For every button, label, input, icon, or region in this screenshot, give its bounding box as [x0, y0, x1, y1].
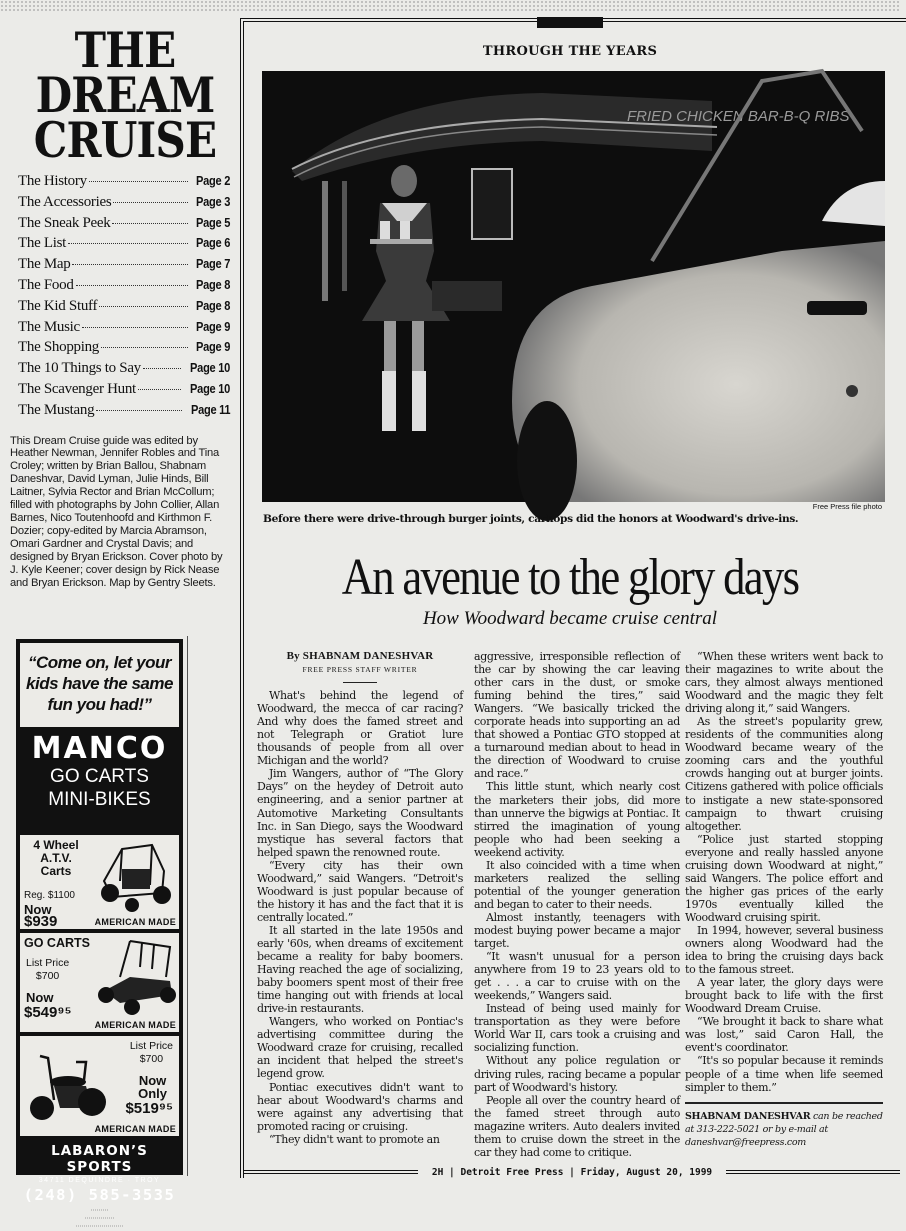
- paragraph: It also coincided with a time when marketers realized the selling potential of the younger generation and began to cater to their needs.: [474, 858, 680, 911]
- article-column-3: [685, 650, 883, 1149]
- toc-item[interactable]: [18, 298, 230, 319]
- toc-item[interactable]: [18, 319, 230, 340]
- toc-title: The Scavenger Hunt: [18, 380, 136, 397]
- toc-item[interactable]: [18, 360, 230, 381]
- american-made-label: AMERICAN MADE: [94, 917, 176, 927]
- toc-page: Page 11: [190, 401, 230, 417]
- go-cart-icon: [90, 937, 178, 1017]
- masthead-line: DREAM: [35, 66, 215, 124]
- paragraph: A year later, the glory days were brought back to life with the first Woodward Dream Cruise.: [685, 976, 883, 1016]
- toc-page: Page 8: [195, 297, 230, 313]
- byline-name: By SHABNAM DANESHVAR: [286, 650, 434, 662]
- paragraph: It all started in the late 1950s and early '60s, when dreams of excitement became a reality for baby boomers. Having reached the age of socializing, baby boomers spent most of their free time hanging out with friends at local drive-in restaurants.: [257, 923, 463, 1016]
- paragraph: “Police just started stopping everyone and really hassled anyone cruising down Woodward at night,” said Wangers. The police effort and the higher gas prices of the early 1970s eventually killed the Woodward cruising spirit.: [685, 832, 883, 924]
- article-column-2: [474, 650, 680, 1159]
- diner-sign-text: FRIED CHICKEN BAR-B-Q RIBS: [627, 108, 850, 125]
- store-hours-fine-print: ⋯⋯⋯ ⋯⋯⋯⋯⋯ ⋯⋯⋯⋯⋯⋯⋯⋯: [75, 1208, 124, 1230]
- store-address: 34711 DEQUINDRE · TROY: [38, 1177, 161, 1184]
- table-of-contents: [18, 173, 230, 423]
- byline-rule: [343, 682, 377, 683]
- byline: [257, 650, 463, 683]
- american-made-label: AMERICAN MADE: [94, 1124, 176, 1134]
- leader-dots: [82, 327, 188, 328]
- atv-cart-icon: [92, 841, 174, 913]
- ad-panel-mini-bike: [20, 1036, 179, 1136]
- paragraph: Instead of being used mainly for transportation as they were before World War II, cars took a cruising and socializing function.: [474, 1002, 680, 1055]
- tagline-contact[interactable]: can be reached at 313-222-5021 or by e-mail at daneshvar@freepress.com: [685, 1110, 883, 1148]
- toc-title: The Map: [18, 256, 71, 273]
- list-price-label: List Price: [129, 1040, 173, 1052]
- toc-item[interactable]: [18, 235, 230, 256]
- leader-dots: [112, 223, 187, 224]
- paragraph: As the street's popularity grew, residents of the communities along Woodward became weary of the zooming cars and the youthful crowds hanging out at burger joints. Citizens gathered with police officials to instigate a new state-sponsored campaign to thwart cruising altogether.: [685, 715, 883, 833]
- paragraph: Without any police regulation or driving rules, racing became a popular part of Woodward's history.: [474, 1054, 680, 1094]
- toc-item[interactable]: [18, 402, 230, 423]
- tagline-rule: [685, 1102, 883, 1104]
- toc-page: Page 9: [195, 339, 230, 355]
- leader-dots: [72, 264, 187, 265]
- toc-item[interactable]: [18, 381, 230, 402]
- ad-line: GO CARTS: [50, 766, 149, 787]
- toc-item[interactable]: [18, 194, 230, 215]
- manco-advertisement[interactable]: [16, 639, 183, 1230]
- panel-title: 4 Wheel: [33, 838, 79, 852]
- leader-dots: [113, 202, 187, 203]
- paragraph: “We brought it back to share what was lost,” said Caron Hall, the event's coordinator.: [685, 1015, 883, 1055]
- panel-title: Carts: [40, 864, 72, 878]
- article-deck: How Woodward became cruise central: [422, 608, 718, 629]
- footer-folio: 2H | Detroit Free Press | Friday, August 20, 1999: [431, 1166, 713, 1178]
- ad-panel-go-carts: [20, 933, 179, 1032]
- masthead-line: CRUISE: [33, 111, 217, 169]
- author-tagline: [685, 1110, 883, 1149]
- toc-item[interactable]: [18, 277, 230, 298]
- footer-rule: [726, 1170, 900, 1174]
- ad-store-info: [20, 1140, 179, 1231]
- ad-brand: MANCO: [31, 731, 168, 766]
- toc-page: Page 10: [190, 360, 230, 376]
- toc-page: Page 8: [195, 276, 230, 292]
- carhop-photo-image: [262, 71, 885, 502]
- toc-title: The Accessories: [18, 193, 112, 210]
- section-label: THROUGH THE YEARS: [482, 44, 658, 59]
- toc-title: The Shopping: [18, 339, 99, 356]
- paragraph: Almost instantly, teenagers with modest buying power became a major target.: [474, 910, 680, 951]
- leader-dots: [68, 243, 188, 244]
- toc-page: Page 3: [195, 193, 230, 209]
- paragraph: People all over the country heard of the famed street through auto magazine writers. Auto dealers invited them to cruise down the street in the car they had come to critique.: [474, 1093, 680, 1159]
- toc-title: The Food: [18, 276, 74, 293]
- toc-item[interactable]: [18, 173, 230, 194]
- toc-title: The History: [18, 173, 87, 189]
- only-label: Only: [138, 1086, 167, 1101]
- toc-page: Page 7: [195, 256, 230, 272]
- paragraph: “They didn't want to promote an: [269, 1132, 440, 1146]
- ad-brand-block: [20, 727, 179, 835]
- page-footer: [244, 1166, 900, 1178]
- toc-title: The Sneak Peek: [18, 214, 111, 231]
- paragraph: Jim Wangers, author of “The Glory Days” on the heydey of Detroit auto engineering, and a senior partner at Automotive Marketing Consultants Inc. in San Diego, says the Woodward mystique has several factors that helped spawn the renowned route.: [257, 767, 463, 859]
- column-divider: [187, 636, 188, 1176]
- leader-dots: [101, 347, 188, 348]
- store-phone[interactable]: (248) 585-3535: [23, 1186, 176, 1204]
- ad-line: MINI-BIKES: [48, 789, 151, 810]
- toc-item[interactable]: [18, 339, 230, 360]
- photo-credit: Free Press file photo: [812, 502, 882, 511]
- list-price: $700: [139, 1053, 164, 1065]
- left-sidebar: [10, 21, 232, 589]
- list-price-label: List Price: [26, 957, 70, 969]
- paragraph: What's behind the legend of Woodward, the mecca of car racing? And why does the famed street and not Telegraph or Gratiot lure thousands of people from all over Michigan and the world?: [257, 689, 463, 768]
- carhop-photo[interactable]: [262, 71, 885, 502]
- staff-credits: This Dream Cruise guide was edited by Heather Newman, Jennifer Robles and Tina Croley; written by Brian Ballou, Shabnam Daneshvar, David Lyman, Julie Hinds, Bill Laitner, Sylvia Rector and Brian McCollum; filled with photographs by John Collier, Allan Barnes, Nico Toutenhoofd and Kirthmon F. Dozier; copy-edited by Marcia Abramson, Omari Gardner and Crystal Davis; and designed by Bryan Erickson. Cover photo by J. Kyle Keener; cover design by Rick Nease and Bryan Erickson. Map by Gentry Sleets.: [10, 434, 223, 589]
- paragraph: “It's so popular because it reminds people of a time when life seemed simpler to them.”: [685, 1054, 883, 1094]
- ad-quote: “Come on, let your kids have the same fun you had!”: [20, 643, 179, 727]
- toc-title: The Music: [18, 318, 80, 335]
- now-label: Now: [138, 1073, 167, 1088]
- toc-page: Page 2: [195, 173, 230, 188]
- sale-price: $939: [24, 913, 58, 930]
- leader-dots: [96, 410, 181, 411]
- masthead-line: THE: [74, 21, 176, 79]
- section-tab-marker: [537, 17, 603, 28]
- toc-page: Page 10: [190, 380, 230, 396]
- paragraph: This little stunt, which nearly cost the marketers their jobs, did more than unnerve the bigwigs at Pontiac. It stirred the imagination of young people who had been seeking a weekend activity.: [474, 780, 680, 859]
- byline-role: FREE PRESS STAFF WRITER: [302, 665, 418, 675]
- toc-title: The Kid Stuff: [18, 297, 98, 314]
- toc-title: The List: [18, 235, 67, 252]
- now-label: Now: [26, 990, 54, 1005]
- mini-bike-icon: [26, 1050, 112, 1126]
- paragraph: Wangers, who worked on Pontiac's advertising committee during the Woodward craze for cruising, recalled an incident that helped the street's legend grow.: [257, 1015, 463, 1081]
- article-headline: An avenue to the glory days: [341, 549, 799, 606]
- sale-price: $549⁹⁵: [24, 1004, 72, 1021]
- leader-dots: [138, 389, 181, 390]
- panel-title: A.T.V.: [40, 851, 72, 865]
- leader-dots: [76, 285, 188, 286]
- paragraph: Pontiac executives didn't want to hear about Woodward's charms and were against any advertising that promoted racing or cruising.: [257, 1080, 463, 1133]
- toc-title: The 10 Things to Say: [18, 360, 141, 377]
- leader-dots: [143, 368, 181, 369]
- paragraph: “Every city has their own Woodward,” said Wangers. “Detroit's Woodward is just popular because of the history it has and the fact that it is centrally located.”: [257, 858, 463, 924]
- toc-title: The Mustang: [18, 401, 95, 418]
- american-made-label: AMERICAN MADE: [94, 1020, 176, 1030]
- footer-rule: [244, 1170, 418, 1174]
- store-name: LABARON’S SPORTS: [51, 1143, 148, 1175]
- paragraph: “It wasn't unusual for a person anywhere from 19 to 23 years old to get . . . a car to cruise with on the weekends,” Wangers said.: [474, 950, 680, 1003]
- toc-page: Page 6: [195, 235, 230, 251]
- sale-price: $519⁹⁵: [125, 1100, 173, 1117]
- toc-item[interactable]: [18, 256, 230, 277]
- paragraph: aggressive, irresponsible reflection of the car by showing the car leaving other cars in the dust, or smoke fuming behind the tires,” said Wangers. “We basically tricked the corporate heads into supporting an ad that showed a Pontiac GTO stopped at a turnaround median about to head in the direction of Woodward to cruise and race.”: [474, 650, 680, 781]
- masthead: [33, 21, 217, 169]
- page-edge-dots: [0, 0, 900, 12]
- leader-dots: [99, 306, 188, 307]
- toc-page: Page 5: [195, 214, 230, 230]
- tagline-name: SHABNAM DANESHVAR: [685, 1110, 811, 1122]
- photo-caption: Before there were drive-through burger joints, carhops did the honors at Woodward's drive-ins.: [263, 513, 799, 525]
- regular-price: Reg. $1100: [24, 890, 75, 901]
- paragraph: In 1994, however, several business owners along Woodward had the idea to bring the cruising days back to the famous street.: [685, 923, 883, 977]
- leader-dots: [89, 181, 188, 182]
- toc-item[interactable]: [18, 215, 230, 236]
- now-label: Now: [24, 902, 52, 917]
- panel-title: GO CARTS: [24, 936, 90, 950]
- toc-page: Page 9: [195, 318, 230, 334]
- list-price: $700: [35, 970, 60, 982]
- paragraph: “When these writers went back to their magazines to write about the cars, they almost always mentioned Woodward and the magic they felt driving along it,” said Wangers.: [685, 650, 883, 716]
- article-column-1: [257, 650, 463, 1146]
- ad-panel-atv: [20, 835, 179, 929]
